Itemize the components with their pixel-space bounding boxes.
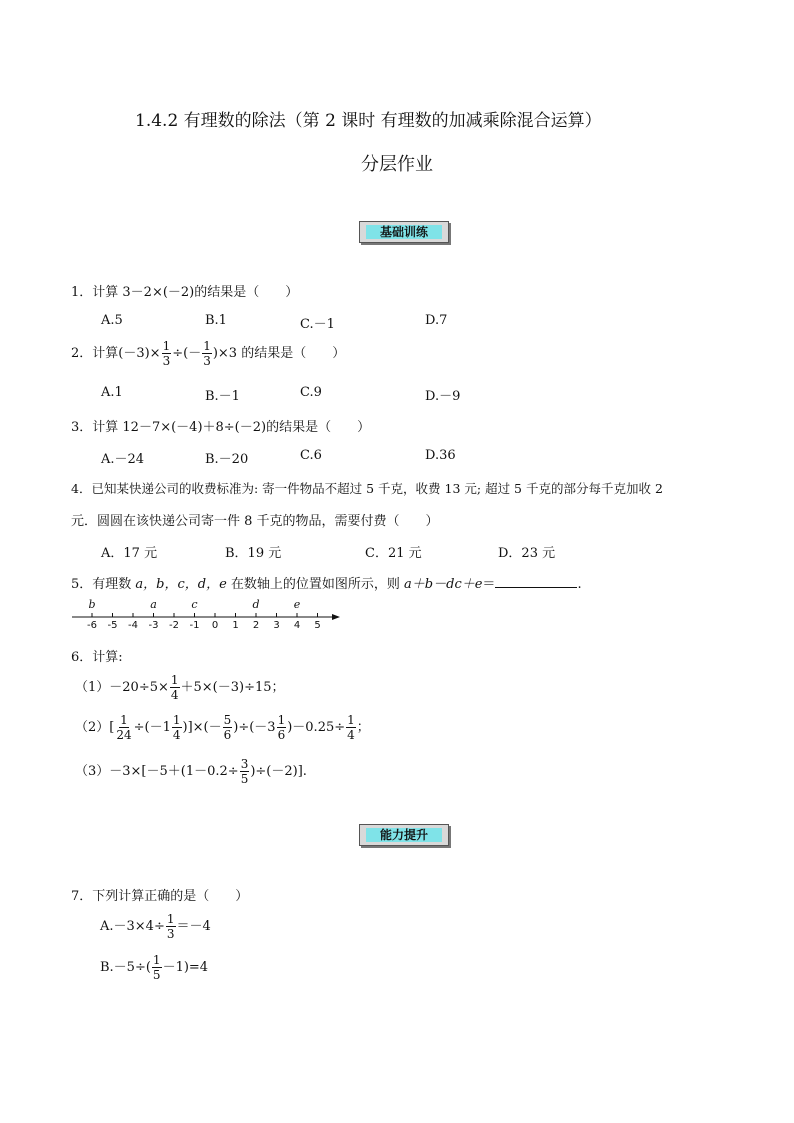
frac-num: 5 xyxy=(223,713,232,727)
axis-tick-label: 3 xyxy=(273,620,280,631)
axis-point-label-a: a xyxy=(150,598,157,611)
section-advanced-label: 能力提升 xyxy=(366,828,442,842)
axis-point-label-e: e xyxy=(293,598,301,611)
question-6-stem: 6．计算: xyxy=(71,650,123,665)
q7b-b: －1)=4 xyxy=(162,960,209,975)
q5-mid: 在数轴上的位置如图所示，则 xyxy=(226,577,405,592)
question-2-option-d: D.－9 xyxy=(425,389,461,404)
q7a-fraction xyxy=(166,912,176,941)
question-4-line-2: 元．圆圆在该快递公司寄一件 8 千克的物品，需要付费（ ） xyxy=(71,514,439,529)
frac-den: 6 xyxy=(223,728,232,742)
q7a-b: ＝－4 xyxy=(176,919,211,934)
question-4-option-d: D．23 元 xyxy=(498,546,556,561)
page-title: 1.4.2 有理数的除法（第 2 课时 有理数的加减乘除混合运算） xyxy=(135,111,602,131)
axis-tick-label: 2 xyxy=(252,620,260,631)
question-4-option-b: B．19 元 xyxy=(225,546,282,561)
frac-num: 1 xyxy=(170,673,179,687)
q7a-a: A.－3×4÷ xyxy=(100,919,165,934)
question-1-option-b: B.1 xyxy=(205,313,227,328)
q6p2-fraction-5 xyxy=(346,713,356,742)
axis-point-label-b: b xyxy=(88,598,96,611)
q6p3-fraction xyxy=(240,757,250,786)
q2-fraction-2 xyxy=(202,339,212,368)
frac-den: 5 xyxy=(240,772,249,786)
axis-tick-label: 5 xyxy=(314,620,321,631)
question-7-option-b xyxy=(100,953,208,982)
question-3-option-b: B.－20 xyxy=(205,452,249,467)
q6p1-a: （1）－20÷5× xyxy=(75,680,169,695)
frac-den: 4 xyxy=(347,728,355,742)
q5-end: . xyxy=(577,577,582,592)
q6p3-a: （3）－3×[－5＋(1－0.2÷ xyxy=(75,764,239,779)
number-line xyxy=(70,598,350,638)
question-7-option-a xyxy=(100,912,211,941)
frac-num: 1 xyxy=(347,713,355,727)
question-4-option-c: C．21 元 xyxy=(365,546,422,561)
frac-den: 4 xyxy=(170,688,179,702)
section-basic-label: 基础训练 xyxy=(366,225,442,239)
question-7-stem: 7．下列计算正确的是（ ） xyxy=(71,889,249,904)
q6p1-fraction xyxy=(170,673,180,702)
question-5-stem xyxy=(71,573,582,592)
number-line-axis xyxy=(70,598,350,638)
q6p2-fraction-2 xyxy=(172,713,182,742)
q7b-fraction xyxy=(152,953,162,982)
axis-tick-label: -5 xyxy=(107,620,118,631)
q5-equals: ＝ xyxy=(482,577,496,592)
frac-den: 3 xyxy=(166,927,175,941)
frac-den: 6 xyxy=(277,728,286,742)
axis-tick-label: -3 xyxy=(148,620,159,631)
question-1-option-d: D.7 xyxy=(425,313,448,328)
frac-num: 1 xyxy=(152,953,161,967)
page-subtitle: 分层作业 xyxy=(361,154,433,175)
q7b-a: B.－5÷( xyxy=(100,960,151,975)
axis-tick-label: -6 xyxy=(87,620,97,631)
q6p2-a: （2）[ xyxy=(75,720,115,735)
question-1-option-a: A.5 xyxy=(101,313,123,328)
question-3-option-a: A.－24 xyxy=(101,452,145,467)
section-basic-training xyxy=(359,221,449,243)
q2-mid: ÷(－ xyxy=(172,346,202,361)
frac-den: 4 xyxy=(172,728,181,742)
q2-prefix: 2．计算(－3)× xyxy=(71,346,161,361)
q6p3-b: )÷(－2)]. xyxy=(250,764,307,779)
axis-tick-label: 1 xyxy=(232,620,239,631)
q6p2-g: ； xyxy=(356,720,370,735)
q5-vars: a，b，c，d，e xyxy=(135,577,227,592)
frac-num: 1 xyxy=(172,713,181,727)
frac-num: 1 xyxy=(203,339,211,353)
axis-tick-label: 4 xyxy=(293,620,301,631)
question-6-part-2 xyxy=(75,713,370,742)
frac-den: 24 xyxy=(116,728,132,742)
question-4-option-a: A．17 元 xyxy=(101,546,158,561)
answer-blank[interactable] xyxy=(495,575,577,588)
question-1-option-c: C.－1 xyxy=(300,317,335,332)
q2-suffix: )×3 的结果是（ ） xyxy=(212,346,346,361)
frac-num: 1 xyxy=(277,713,286,727)
q5-expression: a＋b－dc＋e xyxy=(404,577,483,592)
frac-num: 1 xyxy=(120,713,128,727)
frac-num: 1 xyxy=(162,339,171,353)
axis-tick-label: 0 xyxy=(211,620,219,631)
q2-fraction-1 xyxy=(162,339,172,368)
question-3-stem: 3．计算 12－7×(－4)＋8÷(－2)的结果是（ ） xyxy=(71,420,371,435)
question-3-option-d: D.36 xyxy=(425,448,456,463)
question-2-stem xyxy=(71,339,345,368)
q6p1-b: ＋5×(－3)÷15； xyxy=(180,680,285,695)
question-2-option-c: C.9 xyxy=(300,385,322,400)
q6p2-b: ÷(－1 xyxy=(133,720,171,735)
frac-num: 1 xyxy=(166,912,175,926)
question-2-option-a: A.1 xyxy=(101,385,123,400)
q6p2-fraction-4 xyxy=(277,713,287,742)
frac-den: 3 xyxy=(162,354,171,368)
q6p2-fraction-1 xyxy=(115,713,132,742)
question-6-part-3 xyxy=(75,757,307,786)
axis-tick-label: -2 xyxy=(169,620,179,631)
axis-point-label-d: d xyxy=(252,598,260,611)
frac-den: 5 xyxy=(152,968,161,982)
q5-prefix: 5．有理数 xyxy=(71,577,136,592)
question-1-stem: 1．计算 3－2×(－2)的结果是（ ） xyxy=(71,285,299,300)
q6p2-e: )－0.25÷ xyxy=(287,720,346,735)
q6p2-c: )]×(－ xyxy=(182,720,222,735)
axis-tick-label: -1 xyxy=(189,620,200,631)
section-ability-improvement xyxy=(359,824,449,846)
frac-num: 3 xyxy=(240,757,249,771)
frac-den: 3 xyxy=(203,354,211,368)
axis-point-label-c: c xyxy=(191,598,198,611)
question-4-line-1: 4．已知某快递公司的收费标准为: 寄一件物品不超过 5 千克，收费 13 元; 超过 5 千克的部分每千克加收 2 xyxy=(71,481,663,496)
q6p2-d: )÷(－3 xyxy=(233,720,276,735)
axis-tick-label: -4 xyxy=(128,620,138,631)
question-6-part-1 xyxy=(75,673,285,702)
question-2-option-b: B.－1 xyxy=(205,389,240,404)
q6p2-fraction-3 xyxy=(223,713,233,742)
question-3-option-c: C.6 xyxy=(300,448,322,463)
